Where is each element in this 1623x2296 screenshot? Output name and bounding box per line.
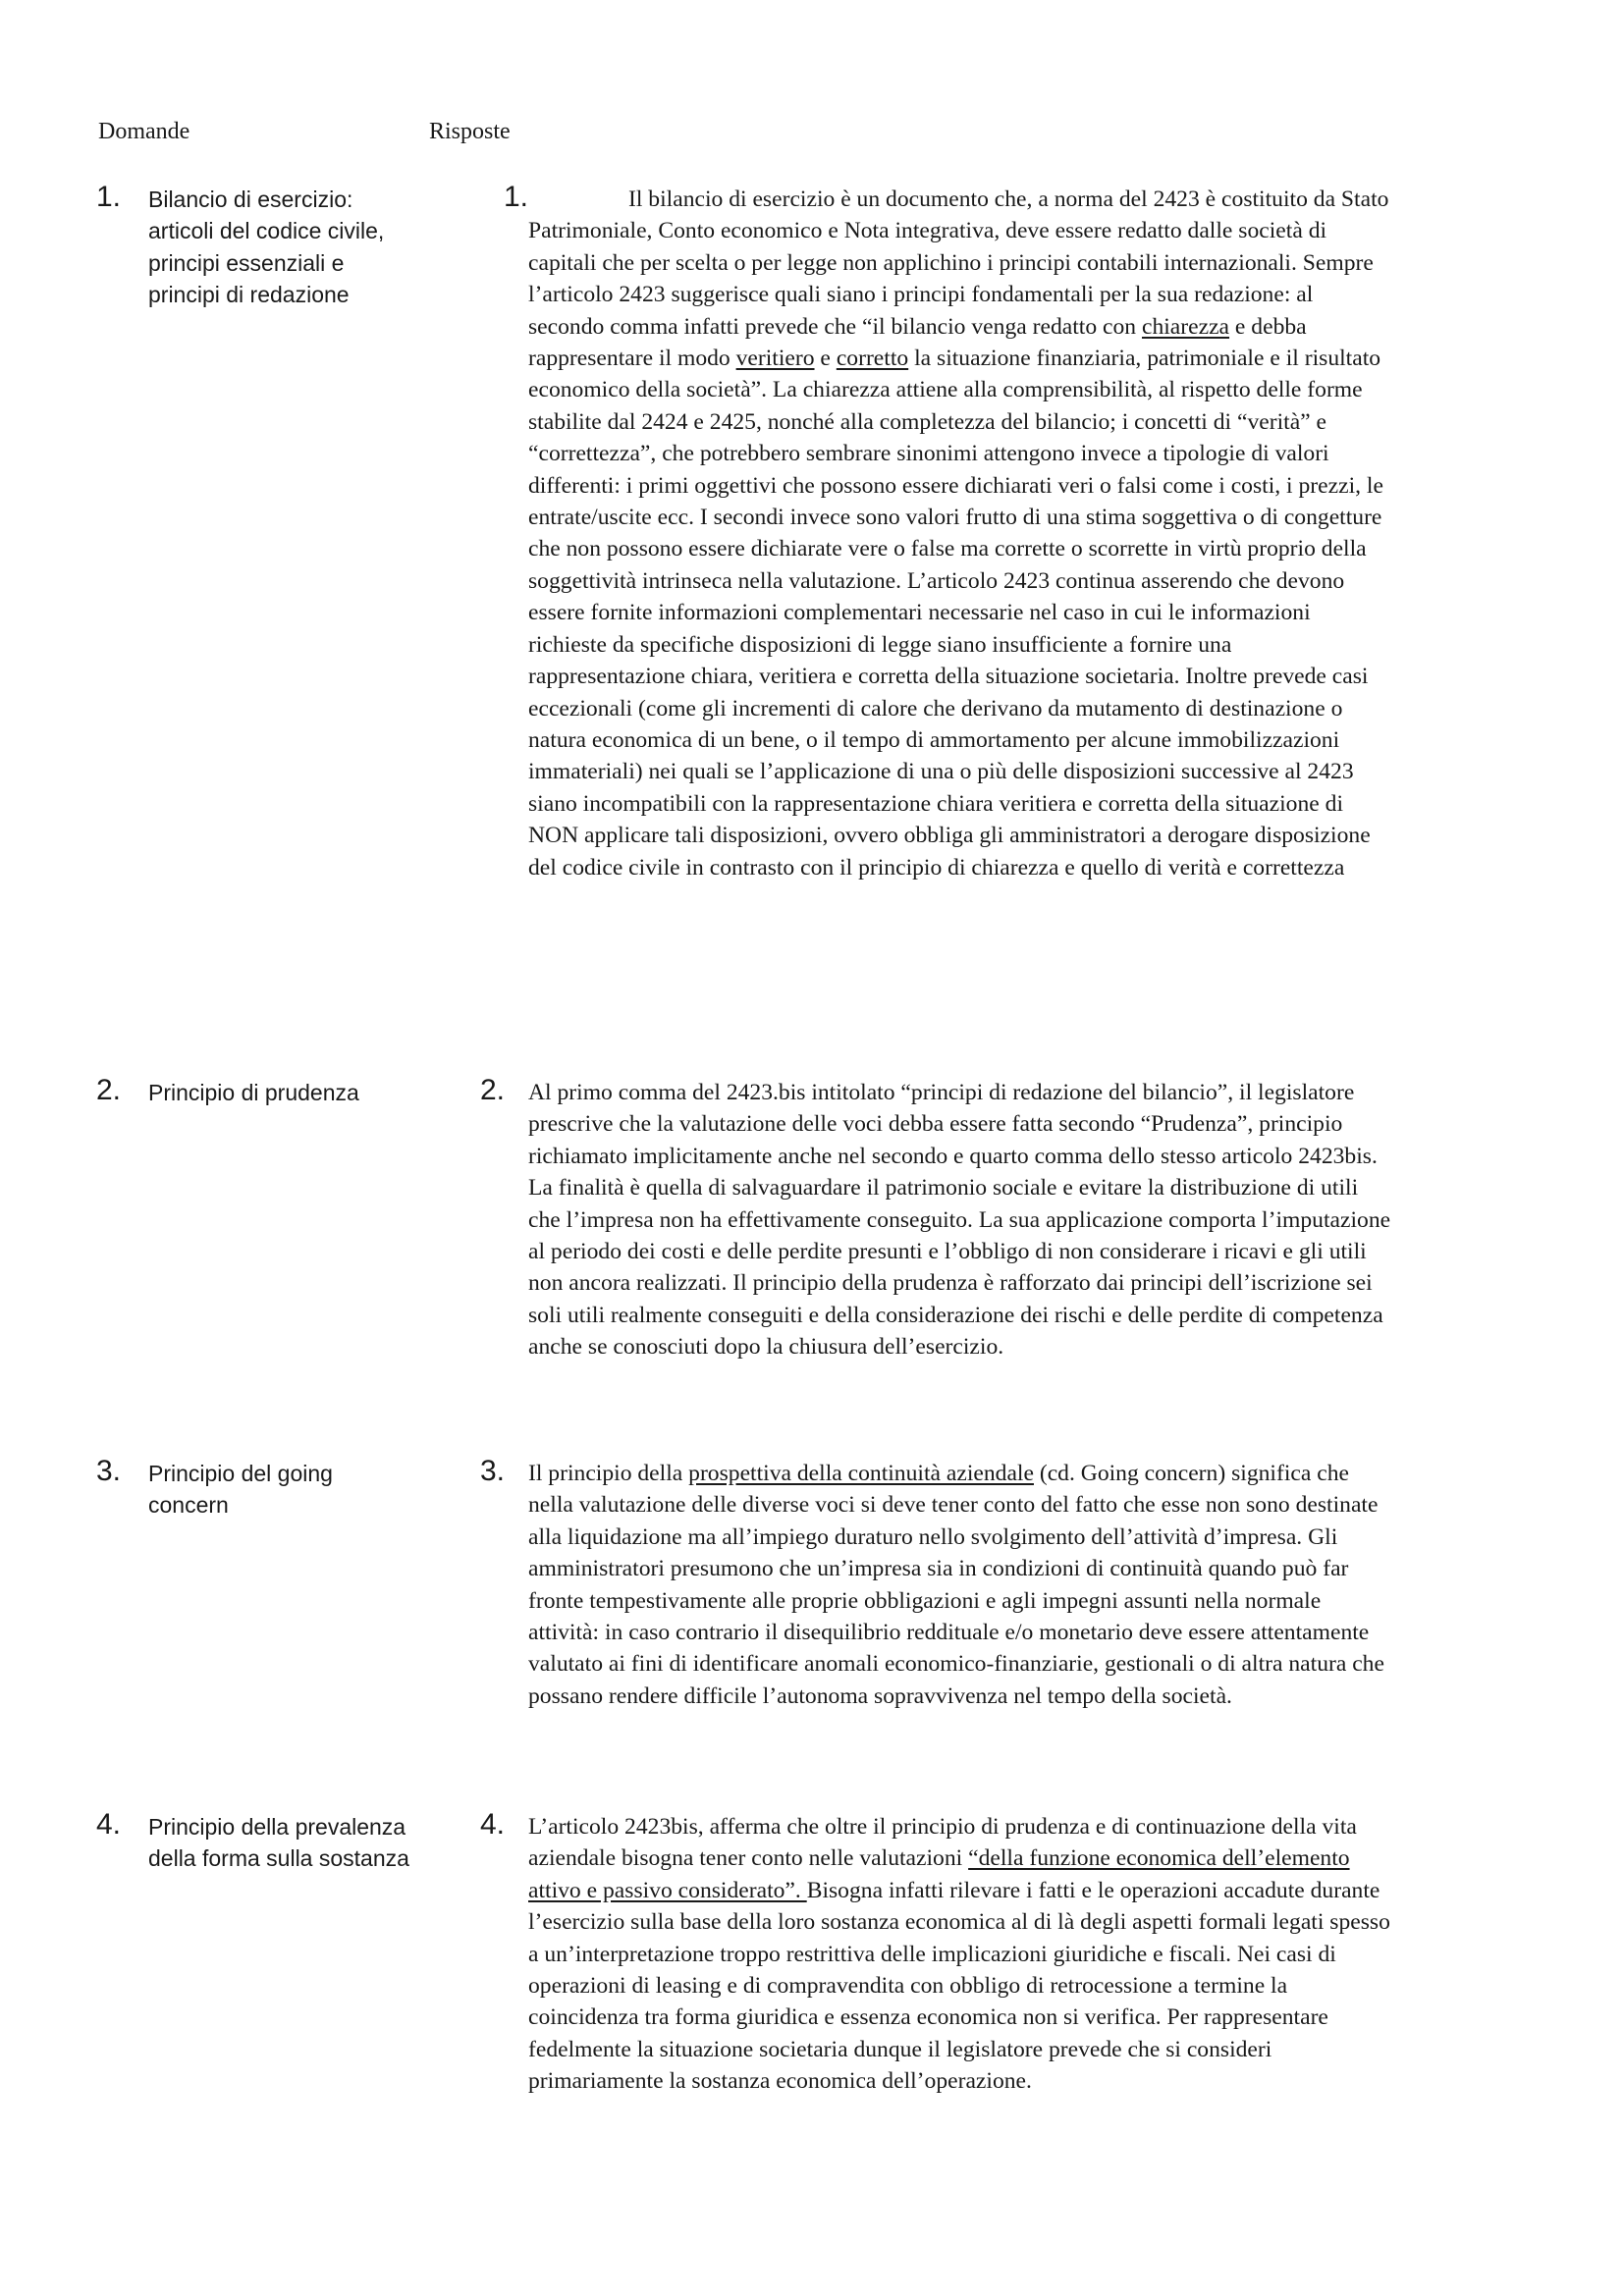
answer-text — [528, 1077, 1392, 1363]
text-run: la situazione finanziaria, patrimoniale e il risultato economico della società”. La chiarezza attiene alla comprensibilità, al rispetto delle forme stabilite dal 2424 e 2425, nonché alla completezza del bilancio; i concetti di “verità” e “correttezza”, che potrebbero sembrare sinonimi attengono invece a tipologie di valori differenti: i primi oggettivi che possono essere dichiarati veri o falsi come i costi, i prezzi, le entrate/uscite ecc. I secondi invece sono valori frutto di una stima soggettiva o di congetture che non possono essere dichiarate vere o false ma corrette o scorrette in virtù proprio della soggettività intrinseca nella valutazione. L’articolo 2423 continua asserendo che devono essere fornite informazioni complementari necessarie nel caso in cui le informazioni richieste da specifiche disposizioni di legge siano insufficiente a fornire una rappresentazione chiara, veritiera e corretta della situazione societaria. Inoltre prevede casi eccezionali (come gli incrementi di calore che derivano da mutamento di destinazione o natura economica di un bene, o il tempo di ammortamento per alcune immobilizzazioni immateriali) nei quali se l’applicazione di una o più delle disposizioni successive al 2423 siano incompatibili con la rappresentazione chiara veritiera e corretta della situazione di NON applicare tali disposizioni, ovvero obbliga gli amministratori a derogare disposizione del codice civile in contrasto con il principio di chiarezza e quello di verità e correttezza — [528, 346, 1383, 881]
question-text: Principio di prudenza — [148, 1080, 359, 1105]
question-text: Bilancio di esercizio: articoli del codice civile, principi essenziali e principi di redazione — [148, 187, 385, 308]
question-number: 1. — [96, 181, 122, 213]
underlined-run: veritiero — [735, 346, 815, 372]
text-run: Bisogna infatti rilevare i fatti e le operazioni accadute durante l’esercizio sulla base della loro sostanza economica al di là degli aspetti formali legati spesso a un’interpretazione troppo restrittiva delle implicazioni giuridiche e fiscali. Nei casi di operazioni di leasing e di compravendita con obbligo di retrocessione a termine la coincidenza tra forma giuridica e essenza economica non si verifica. Per rappresentare fedelmente la situazione societaria dunque il legislatore prevede che si consideri primariamente la sostanza economica dell’operazione. — [528, 1877, 1390, 2095]
question-text: Principio del going concern — [148, 1461, 333, 1519]
questions-header: Domande — [98, 119, 190, 144]
answer-text — [528, 184, 1392, 883]
text-run: e debba rappresentare il modo — [528, 313, 1307, 372]
underlined-run: “della funzione economica dell’elemento attivo e passivo considerato”. — [528, 1845, 1350, 1903]
underlined-run: prospettiva della continuità aziendale — [688, 1461, 1034, 1486]
answer-number: 2. — [480, 1074, 506, 1106]
answer-number: 4. — [480, 1808, 506, 1841]
text-run: L’articolo 2423bis, afferma che oltre il principio di prudenza e di continuazione della vita aziendale bisogna tener conto nelle valutazioni — [528, 1814, 1357, 1872]
answer-text — [528, 1811, 1392, 2098]
text-run: (cd. Going concern) significa che nella valutazione delle diverse voci si deve tener conto del fatto che esse non sono destinate alla liquidazione ma all’impiego duraturo nello svolgimento dell’attività d’impresa. Gli amministratori presumono che un’impresa sia in condizioni di continuità quando può far fronte tempestivamente alle proprie obbligazioni e agli impegni assunti nella normale attività: in caso contrario il disequilibrio reddituale e/o monetario deve essere attentamente valutato ai fini di identificare anomali economico-finanziarie, gestionali o di altra natura che possano rendere difficile l’autonoma sopravvivenza nel tempo della società. — [528, 1461, 1384, 1709]
question-number: 2. — [96, 1074, 122, 1106]
underlined-run: corretto — [836, 346, 909, 372]
question-text: Principio della prevalenza della forma sulla sostanza — [148, 1814, 409, 1872]
text-run: Al primo comma del 2423.bis intitolato “principi di redazione del bilancio”, il legislatore prescrive che la valutazione delle voci debba essere fatta secondo “Prudenza”, principio richiamato implicitamente anche nel secondo e quarto comma dello stesso articolo 2423bis. La finalità è quella di salvaguardare il patrimonio sociale e evitare la distribuzione di utili che l’impresa non ha effettivamente conseguito. La sua applicazione comporta l’imputazione al periodo dei costi e delle perdite presunti e l’obbligo di non considerare i ricavi e gli utili non ancora realizzati. Il principio della prudenza è rafforzato dai principi dell’iscrizione sei soli utili realmente conseguiti e della considerazione dei rischi e delle perdite di competenza anche se conosciuti dopo la chiusura dell’esercizio. — [528, 1080, 1391, 1361]
answer-number: 3. — [480, 1455, 506, 1487]
answer-text — [528, 1458, 1392, 1712]
question-number: 4. — [96, 1808, 122, 1841]
answer-number: 1. — [504, 181, 529, 213]
text-run: e — [814, 346, 837, 372]
underlined-run: chiarezza — [1141, 313, 1230, 340]
answers-header: Risposte — [429, 119, 511, 144]
question-number: 3. — [96, 1455, 122, 1487]
text-run: Il bilancio di esercizio è un documento che, a norma del 2423 è costituito da Stato Patrimoniale, Conto economico e Nota integrativa, deve essere redatto dalle società di capitali che per scelta o per legge non applichino i principi contabili internazionali. Sempre l’articolo 2423 suggerisce quali siano i principi fondamentali per la sua redazione: al secondo comma infatti prevede che “il bilancio venga redatto con — [528, 187, 1389, 340]
text-run: Il principio della — [528, 1461, 689, 1486]
